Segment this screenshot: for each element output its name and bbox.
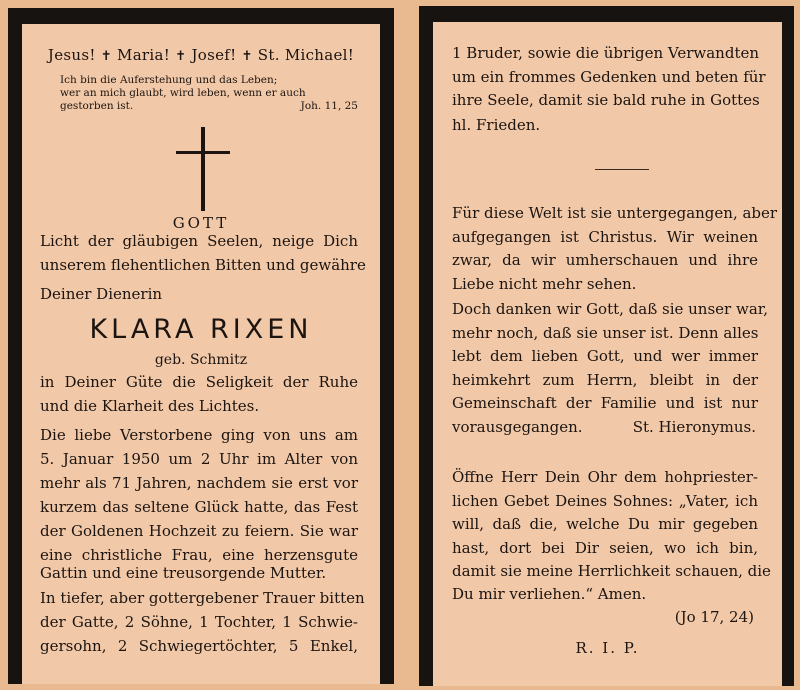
continuation-last-line: hl. Frieden. xyxy=(452,116,541,134)
mourners-paragraph xyxy=(40,586,365,658)
thanks-last-line: vorausgegangen. xyxy=(452,418,583,436)
gospel-last-line: Du mir verliehen.“ Amen. xyxy=(452,585,647,603)
maiden-name: geb. Schmitz xyxy=(154,352,248,368)
peace-last-line: und die Klarheit des Lichtes. xyxy=(40,397,260,415)
left-card-frame xyxy=(8,8,394,684)
thanks-line: mehr noch, daß sie unser ist. Denn alles xyxy=(452,323,759,342)
gospel-line: lichen Gebet Deines Sohnes: „Vater, ich xyxy=(452,491,758,510)
invocation-header xyxy=(22,46,380,66)
invocation-michael: St. Michael! xyxy=(257,46,355,64)
deceased-name: KLARA RIXEN xyxy=(89,314,313,345)
left-card-page xyxy=(22,24,380,684)
right-card-page xyxy=(433,22,782,686)
world-paragraph xyxy=(452,202,778,273)
gospel-paragraph xyxy=(452,466,771,584)
mourners-line: der Gatte, 2 Söhne, 1 Tochter, 1 Schwie- xyxy=(40,613,358,631)
biography-paragraph xyxy=(40,423,358,567)
bio-line: Die liebe Verstorbene ging von uns am xyxy=(40,426,358,444)
small-cross-icon: ✝ xyxy=(100,49,112,64)
thanks-line: lebt dem lieben Gott, und wer immer xyxy=(452,347,758,365)
gospel-reference: (Jo 17, 24) xyxy=(674,608,754,626)
latin-cross-icon xyxy=(176,127,230,211)
invocation-maria: Maria! xyxy=(117,46,171,64)
epigraph-reference: Joh. 11, 25 xyxy=(300,100,358,112)
invocation-josef: Josef! xyxy=(191,46,237,64)
continuation-line: 1 Bruder, sowie die übrigen Verwandten xyxy=(452,44,760,62)
right-card-frame xyxy=(419,6,794,686)
mourners-line: In tiefer, aber gottergebener Trauer bitten xyxy=(40,589,365,607)
bio-line: der Goldenen Hochzeit zu feiern. Sie war xyxy=(40,522,358,540)
prayer-paragraph xyxy=(40,230,366,277)
gospel-line: will, daß die, welche Du mir gegeben xyxy=(452,515,758,533)
epigraph-line-3: gestorben ist. xyxy=(60,100,134,112)
continuation-line: um ein frommes Gedenken und beten für xyxy=(452,67,766,86)
thanks-line: heimkehrt zum Herrn, bleibt in der xyxy=(452,370,758,389)
small-cross-icon: ✝ xyxy=(241,49,253,64)
prayer-last-line: Deiner Dienerin xyxy=(40,285,163,303)
section-divider xyxy=(595,169,649,170)
invocation-jesus: Jesus! xyxy=(47,46,96,64)
continuation-paragraph xyxy=(452,42,766,113)
bio-line: 5. Januar 1950 um 2 Uhr im Alter von xyxy=(40,450,358,468)
thanks-author: St. Hieronymus. xyxy=(632,418,756,436)
gospel-line: hast, dort bei Dir seien, wo ich bin, xyxy=(452,538,758,557)
thanks-line: Gemeinschaft der Familie und ist nur xyxy=(452,394,758,412)
mourners-line: gersohn, 2 Schwiegertöchter, 5 Enkel, xyxy=(40,637,358,655)
peace-paragraph xyxy=(40,371,358,395)
prayer-line: Licht der gläubigen Seelen, neige Dich xyxy=(40,232,358,250)
world-last-line: Liebe nicht mehr sehen. xyxy=(452,275,637,293)
epigraph-line-2: wer an mich glaubt, wird leben, wenn er auch xyxy=(60,87,306,99)
thanks-paragraph xyxy=(452,298,769,416)
thanks-line: Doch danken wir Gott, daß sie unser war, xyxy=(452,300,769,318)
world-line: zwar, da wir umherschauen und ihre xyxy=(452,251,758,269)
bio-line: mehr als 71 Jahren, nachdem sie erst vor xyxy=(40,474,358,492)
small-cross-icon: ✝ xyxy=(175,49,187,64)
rip-closing: R. I. P. xyxy=(575,639,640,657)
world-line: Für diese Welt ist sie untergegangen, aber xyxy=(452,204,778,222)
prayer-line: unserem flehentlichen Bitten und gewähre xyxy=(40,255,366,274)
bio-line: eine christliche Frau, eine herzensgute xyxy=(40,546,358,564)
epigraph-line-1: Ich bin die Auferstehung und das Leben; xyxy=(60,74,278,86)
continuation-line: ihre Seele, damit sie bald ruhe in Gottes xyxy=(452,91,760,109)
gospel-line: damit sie meine Herrlichkeit schauen, die xyxy=(452,562,771,580)
bio-last-line: Gattin und eine treusorgende Mutter. xyxy=(40,564,327,582)
god-label: GOTT xyxy=(172,214,230,232)
gospel-line: Öffne Herr Dein Ohr dem hohpriester- xyxy=(452,468,758,486)
bio-line: kurzem das seltene Glück hatte, das Fest xyxy=(40,498,358,516)
world-line: aufgegangen ist Christus. Wir weinen xyxy=(452,227,758,246)
peace-line: in Deiner Güte die Seligkeit der Ruhe xyxy=(40,373,358,391)
